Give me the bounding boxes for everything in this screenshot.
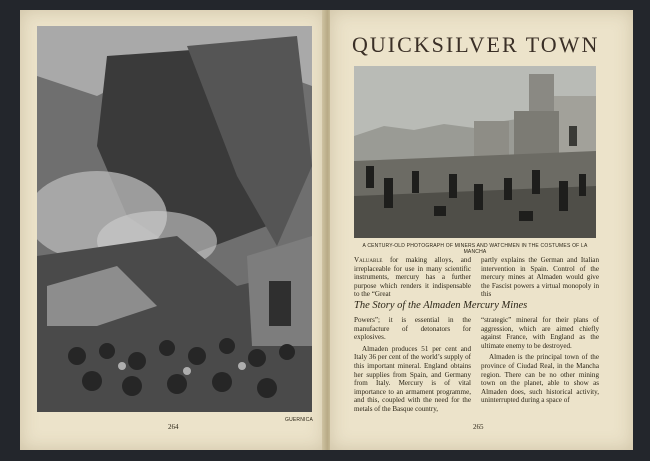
column-left-bottom (354, 316, 471, 414)
guernica-photo-illustration (37, 26, 312, 412)
column-right-top: partly explains the German and Italian intervention in Spain. Control of the mercury mines at Almaden would give the Fascist powers a virtual monopoly in this (481, 256, 599, 299)
drop-lead-word: Valuable (354, 256, 383, 264)
paragraph: Almaden is the principal town of the province of Ciudad Real, in the Mancha region. There can be no other mining town on the planet, able to show as Almaden does, such historical activity, uninterrupted during a space of (481, 353, 599, 405)
column-left-top (354, 256, 471, 299)
page-title: QUICKSILVER TOWN (352, 32, 600, 57)
mine-photo-caption: A CENTURY-OLD PHOTOGRAPH OF MINERS AND WATCHMEN IN THE COSTUMES OF LA MANCHA (362, 243, 588, 255)
guernica-caption: GUERNICA (285, 417, 313, 423)
left-page-number: 264 (168, 423, 179, 431)
guernica-photo (37, 26, 312, 412)
paragraph: Almaden produces 51 per cent and Italy 36 per cent of the world’s supply of this important mineral. England obtains her supplies from Spain, and Germany from Italy. Mercury is of vital importance to an armament programme, and this, coupled with the need for the metals of the Basque country, (354, 344, 471, 413)
article-heading: The Story of the Almaden Mercury Mines (354, 300, 528, 311)
paragraph: Powers”; it is essential in the manufacture of detonators for explosives. (354, 316, 471, 342)
right-page (330, 10, 633, 450)
paragraph: “strategic” mineral for their plans of aggression, which are aimed chiefly against France, with England as the ultimate enemy to be destroyed. (481, 316, 599, 350)
mine-photo (354, 66, 596, 238)
right-page-number: 265 (473, 423, 484, 431)
column-right-bottom (481, 316, 599, 405)
mine-photo-illustration (354, 66, 596, 238)
column-left-top-text: for making alloys, and irreplaceable for use in many scientific instruments, mercury has a further purpose which renders it indispensable to the “Great (354, 256, 471, 299)
left-page (20, 10, 325, 450)
